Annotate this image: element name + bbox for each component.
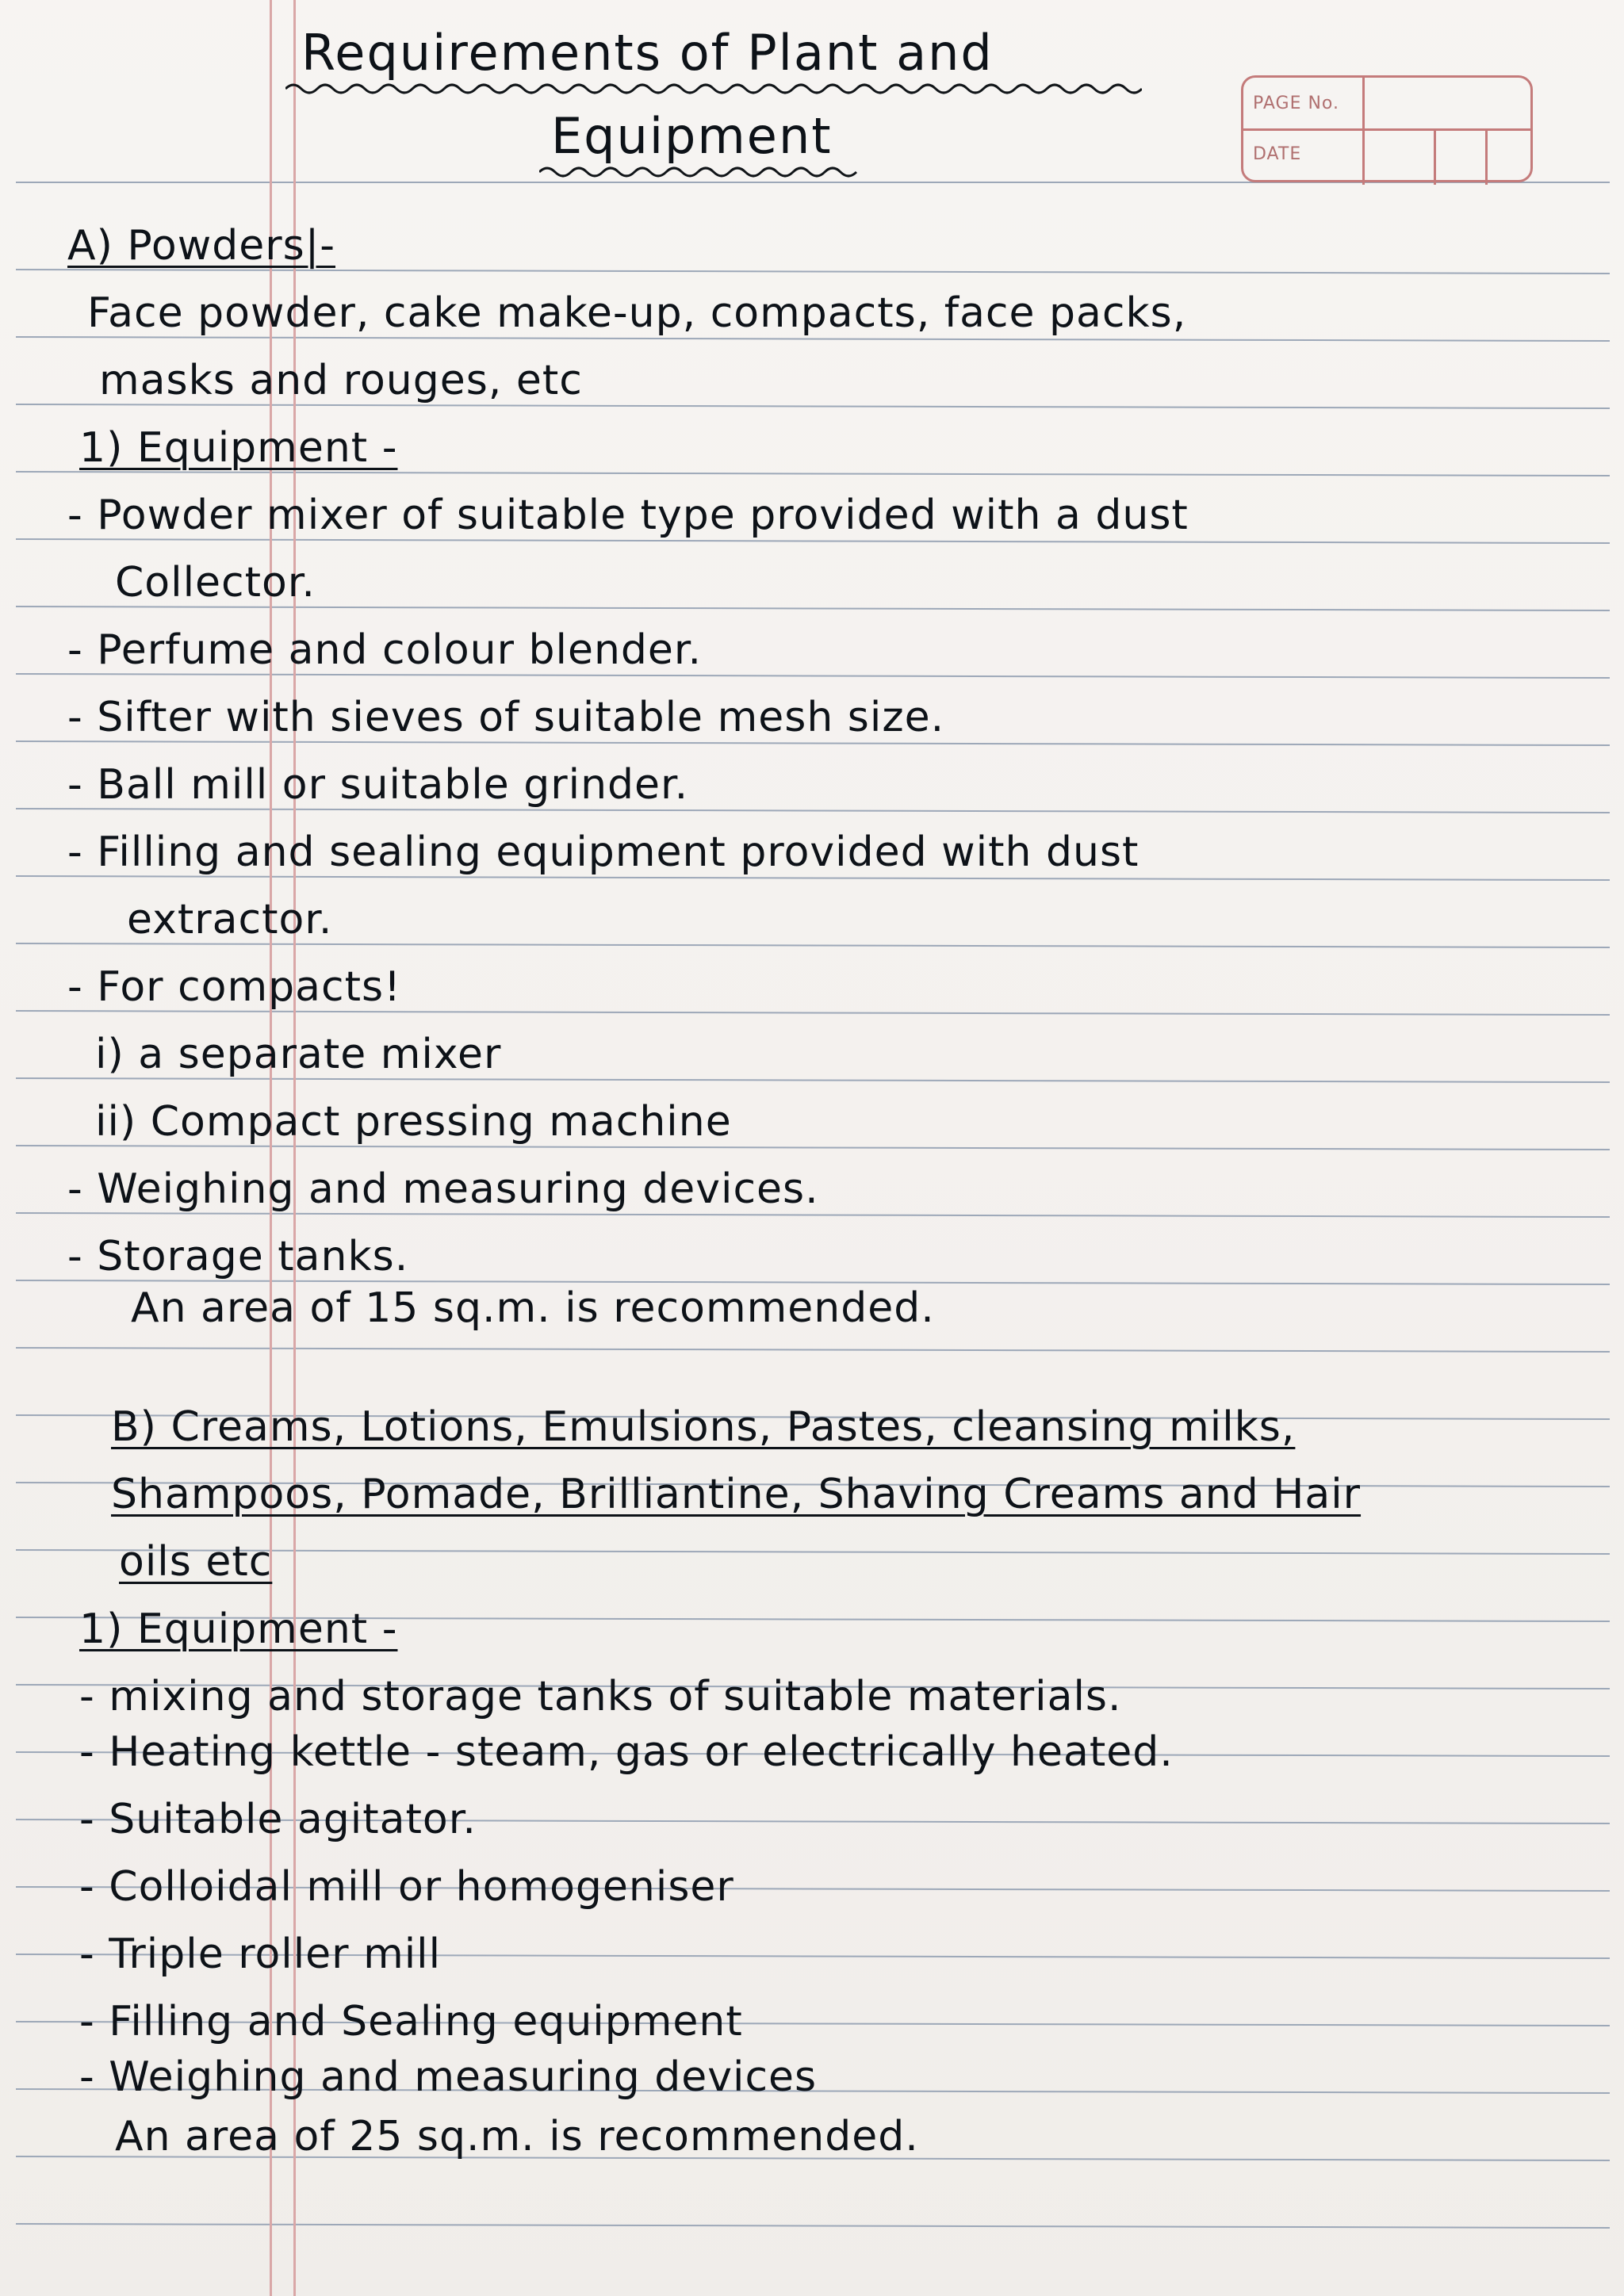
section-a-area: An area of 15 sq.m. is recommended. [131,1284,935,1332]
page-no-label: PAGE No. [1253,94,1339,113]
list-item: - Ball mill or suitable grinder. [67,761,689,809]
box-divider-v2 [1434,128,1436,185]
list-item: - Triple roller mill [79,1931,442,1978]
list-item: - Filling and sealing equipment provided with dust [67,828,1139,876]
list-item: - mixing and storage tanks of suitable materials. [79,1673,1122,1720]
title-underline-2 [539,163,872,182]
list-item: - Filling and Sealing equipment [79,1998,743,2045]
section-a-intro-1: Face powder, cake make-up, compacts, face packs, [87,289,1187,337]
section-b-heading-2: Shampoos, Pomade, Brilliantine, Shaving Creams and Hair [111,1471,1362,1518]
list-item: ii) Compact pressing machine [95,1098,732,1146]
section-b-area: An area of 25 sq.m. is recommended. [115,2113,919,2160]
section-a-intro-2: masks and rouges, etc [99,357,583,404]
list-item: i) a separate mixer [95,1031,502,1078]
section-b-equipment-heading: 1) Equipment - [79,1605,398,1653]
list-item: - Sifter with sieves of suitable mesh size. [67,694,945,741]
list-item: - Heating kettle - steam, gas or electrically heated. [79,1728,1174,1776]
list-item: - Perfume and colour blender. [67,626,703,674]
page-title-line1: Requirements of Plant and [301,24,994,82]
title-underline-1 [285,79,1142,98]
section-a-heading: A) Powders|- [67,222,335,270]
list-item: - Weighing and measuring devices. [67,1165,819,1213]
list-item: - Colloidal mill or homogeniser [79,1863,734,1911]
list-item: - Storage tanks. [67,1233,409,1280]
list-item: - Weighing and measuring devices [79,2053,818,2101]
box-divider-v1 [1362,78,1365,185]
page-title-line2: Equipment [551,107,833,165]
section-b-heading-1: B) Creams, Lotions, Emulsions, Pastes, cleansing milks, [111,1403,1296,1451]
list-item: Collector. [115,559,316,607]
section-b-heading-3: oils etc [119,1538,273,1586]
list-item: - Suitable agitator. [79,1796,477,1843]
box-divider-v3 [1485,128,1488,185]
list-item: - For compacts! [67,963,401,1011]
list-item: extractor. [127,896,333,943]
section-a-equipment-heading: 1) Equipment - [79,424,398,472]
date-label: DATE [1253,144,1302,164]
list-item: - Powder mixer of suitable type provided with a dust [67,492,1189,539]
page-date-box [1241,75,1533,182]
